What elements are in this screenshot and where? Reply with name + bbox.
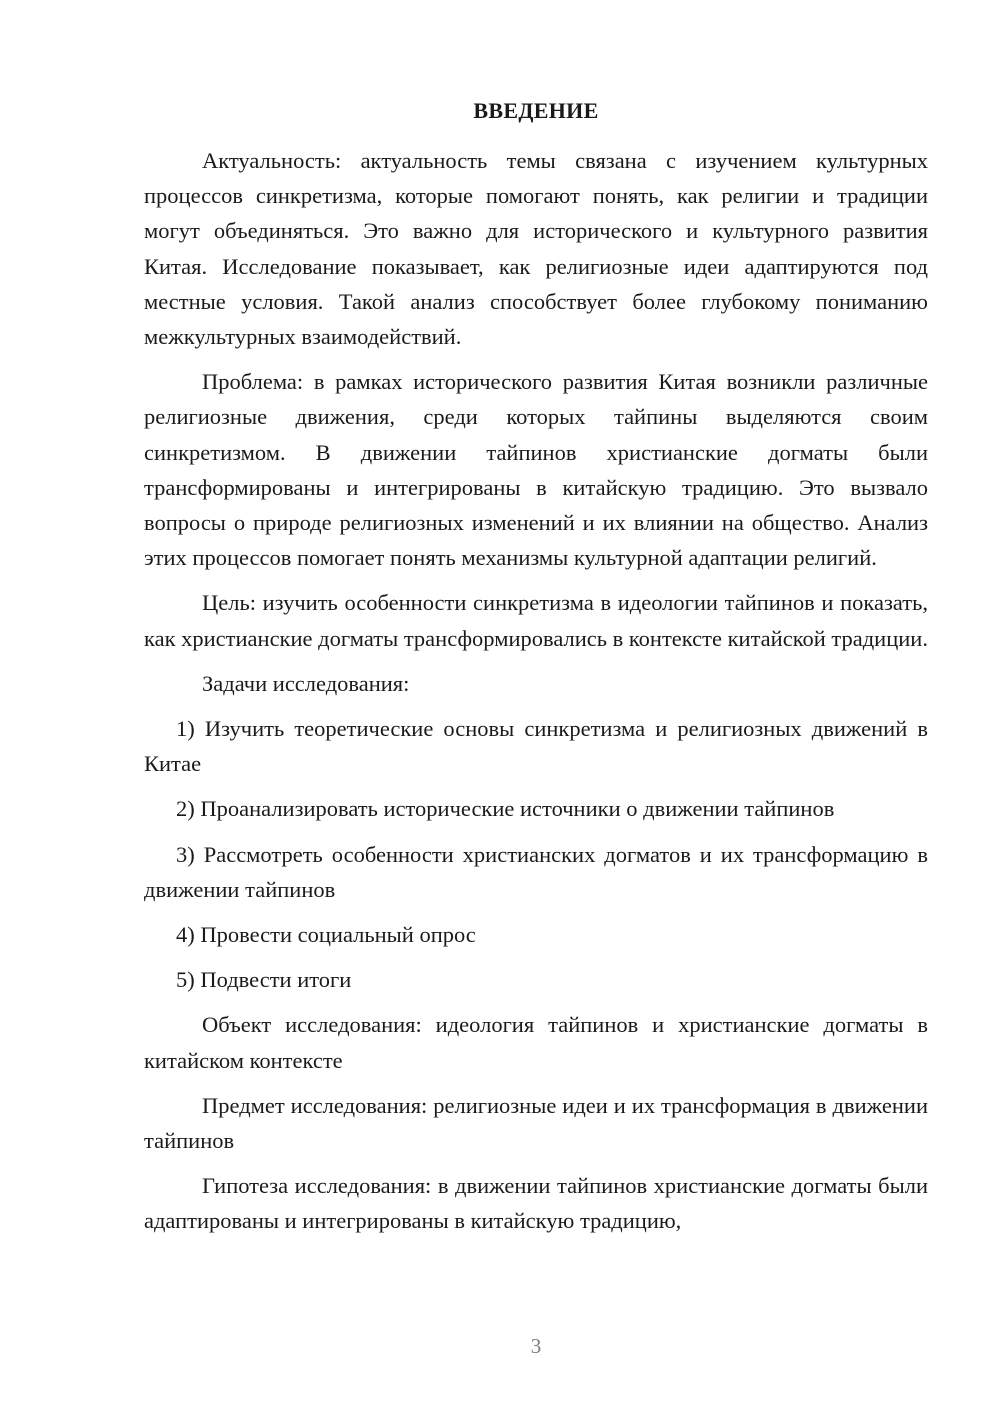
page-number: 3 — [530, 1334, 542, 1358]
paragraph-tasks-heading: Задачи исследования: — [202, 670, 410, 696]
paragraph-subject: Предмет исследования: религиозные идеи и их трансформация в движении тайпинов — [144, 1092, 928, 1154]
body-text — [144, 143, 928, 1249]
paragraph-object: Объект исследования: идеология тайпинов и христианские догматы в китайском контексте — [144, 1012, 928, 1073]
paragraph-hypothesis: Гипотеза исследования: в движении тайпинов христианские догматы были адаптированы и интегрированы в китайскую традицию, — [144, 1173, 928, 1234]
paragraph-relevance: Актуальность: актуальность темы связана с изучением культурных процессов синкретизма, которые помогают понять, как религии и традиции могут объединяться. Это важно для исторического и культурного развития Китая. Исследование показывает, как религиозные идеи адаптируются под местные условия. Такой анализ способствует более глубокому пониманию межкультурных взаимодействий. — [144, 148, 928, 350]
paragraph-problem: Проблема: в рамках исторического развития Китая возникли различные религиозные движения, среди которых тайпины выделяются своим синкретизмом. В движении тайпинов христианские догматы были трансформированы и интегрированы в китайскую традицию. Это вызвало вопросы о природе религиозных изменений и их влиянии на общество. Анализ этих процессов помогает понять механизмы культурной адаптации религий. — [144, 369, 928, 571]
task-item: 1) Изучить теоретические основы синкретизма и религиозных движений в Китае — [144, 716, 928, 777]
section-heading: ВВЕДЕНИЕ — [473, 98, 599, 123]
task-item: 4) Провести социальный опрос — [176, 922, 476, 948]
task-item: 5) Подвести итоги — [176, 967, 352, 993]
paragraph-goal: Цель: изучить особенности синкретизма в идеологии тайпинов и показать, как христианские догматы трансформировались в контексте китайской традиции. — [144, 590, 928, 651]
task-item: 3) Рассмотреть особенности христианских догматов и их трансформацию в движении тайпинов — [144, 841, 928, 902]
task-item: 2) Проанализировать исторические источники о движении тайпинов — [176, 796, 835, 822]
